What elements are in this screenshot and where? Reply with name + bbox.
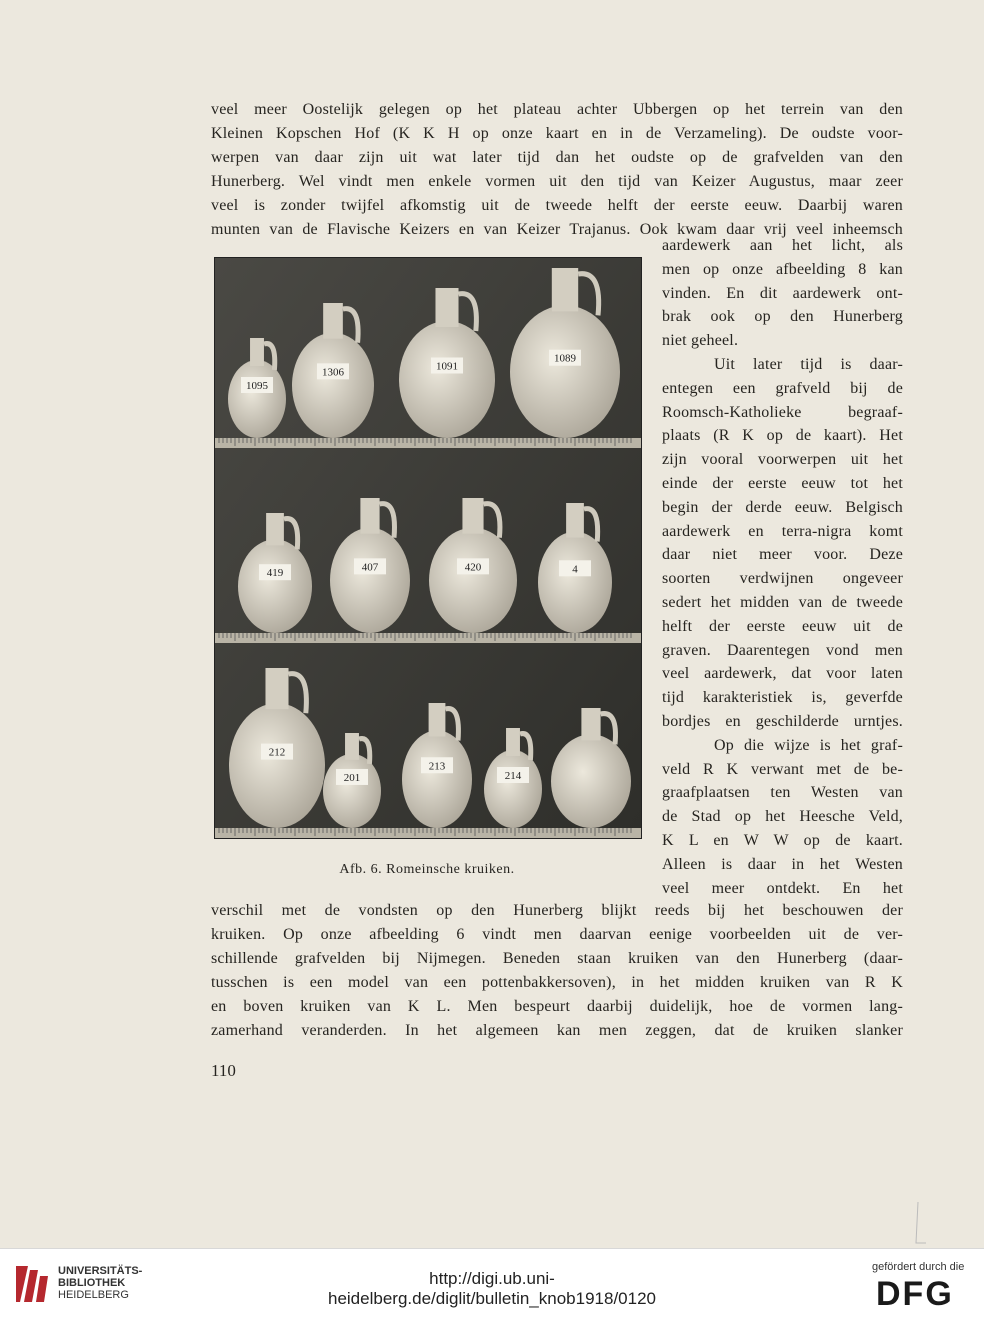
column-text-line: Alleen is daar in het Westen (662, 855, 903, 873)
column-text-line: veld R K verwant met de be- (662, 760, 903, 778)
funding-note: gefördert durch die (872, 1261, 965, 1273)
column-text-line: entegen een grafveld bij de (662, 379, 903, 397)
library-line-3: HEIDELBERG (58, 1289, 129, 1301)
body-text-line: werpen van daar zijn uit wat later tijd dan het oudste op de grafvelden van den (211, 148, 903, 166)
jugs-illustration (215, 258, 641, 838)
jug (330, 528, 410, 633)
jug-neck (552, 268, 578, 311)
jug-label: 1095 (246, 380, 268, 392)
jug-label: 407 (361, 561, 379, 574)
body-text-line: Kleinen Kopschen Hof (K K H op onze kaart en in de Verzameling). De oudste voor- (211, 124, 903, 142)
column-text-line: begin der derde eeuw. Belgisch (662, 498, 903, 516)
jug-label: 1306 (322, 366, 344, 379)
jug-label: 1091 (436, 360, 458, 373)
jug (551, 734, 631, 828)
body-text-line: en boven kruiken van K L. Men bespeurt daarbij duidelijk, hoe de vormen lang- (211, 997, 903, 1015)
jug-label: 419 (266, 567, 284, 580)
jug-label: 212 (268, 746, 286, 759)
figure-photo-jugs (214, 257, 642, 839)
body-text-line: veel is zonder twijfel afkomstig uit de tweede helft der eerste eeuw. Daarbij waren (211, 196, 903, 214)
column-text-line: sedert het midden van de tweede (662, 593, 903, 611)
column-text-line: aardewerk aan het licht, als (662, 237, 903, 254)
column-text-line: graven. Daarentegen vond men (662, 641, 903, 659)
column-text-line: helft der eerste eeuw uit de (662, 617, 903, 635)
jug-neck (250, 338, 264, 366)
column-text-line: veel meer ontdekt. En het (662, 879, 903, 897)
body-text-bottom (211, 899, 903, 1042)
body-text-line: schillende grafvelden bij Nijmegen. Beneden staan kruiken van den Hunerberg (daar- (211, 949, 903, 967)
jug (323, 754, 381, 828)
university-library-logo-icon[interactable] (12, 1262, 52, 1306)
column-text-line: vinden. En dit aardewerk ont- (662, 284, 903, 302)
university-library-name (58, 1265, 142, 1301)
body-text-line: tusschen is een model van een pottenbakkersoven), in het midden kruiken van R K (211, 973, 903, 991)
jug (538, 532, 612, 633)
column-text-line: graafplaatsen ten Westen van (662, 784, 903, 802)
column-text-line: Uit later tijd is daar- (714, 355, 903, 373)
body-text-line: Hunerberg. Wel vindt men enkele vormen uit den tijd van Keizer Augustus, maar zeer (211, 172, 903, 190)
column-text-line: einde der eerste eeuw tot het (662, 474, 903, 492)
jug-neck (360, 498, 379, 534)
jug-label: 213 (428, 760, 446, 773)
body-text-line: veel meer Oostelijk gelegen op het plateau achter Ubbergen op het terrein van den (211, 101, 903, 118)
body-text-line: munten van de Flavische Keizers en van Keizer Trajanus. Ook kwam daar vrij veel inheemsch (211, 220, 903, 238)
scan-mark (910, 1200, 930, 1245)
jug (292, 333, 374, 438)
column-text-line: zijn vooral voorwerpen uit het (662, 451, 903, 469)
column-text-line: daar niet meer voor. Deze (662, 546, 903, 564)
column-text-line: Roomsch-Katholieke begraaf- (662, 403, 903, 421)
figure-caption: Afb. 6. Romeinsche kruiken. (339, 862, 515, 877)
column-text-line: plaats (R K op de kaart). Het (662, 427, 903, 445)
column-text-line: brak ook op den Hunerberg (662, 308, 903, 326)
page-number: 110 (211, 1061, 236, 1080)
jug-neck (435, 288, 458, 327)
column-text-line: Op die wijze is het graf- (714, 736, 903, 754)
jug (399, 321, 495, 438)
column-text-line: veel aardewerk, dat voor laten (662, 665, 903, 683)
jug (402, 731, 472, 829)
jug (484, 750, 542, 828)
body-text-top (211, 98, 903, 241)
document-url-link[interactable]: http://digi.ub.uni-heidelberg.de/diglit/bulletin_knob1918/0120 (328, 1269, 656, 1308)
body-text-line: zamerhand veranderden. In het algemeen kan men zeggen, dat de kruiken slanker (211, 1021, 903, 1039)
jug-neck (429, 703, 446, 737)
library-line-1: UNIVERSITÄTS- (58, 1265, 143, 1277)
column-text-line: aardewerk en terra-nigra komt (662, 522, 903, 540)
footer-bar (0, 1248, 984, 1319)
jug-neck (566, 503, 584, 538)
jug-label: 201 (343, 771, 361, 784)
body-text-line: verschil met de vondsten op den Hunerberg blijkt reeds bij het beschouwen der (211, 902, 903, 919)
library-line-2: BIBLIOTHEK (58, 1277, 126, 1289)
body-text-line: kruiken. Op onze afbeelding 6 vindt men daarvan eenige voorbeelden uit de ver- (211, 925, 903, 943)
jug-label: 4 (572, 563, 578, 576)
jug-neck (462, 498, 483, 534)
column-text-line: bordjes en geschilderde urntjes. (662, 712, 903, 730)
jug-neck (506, 728, 520, 756)
column-text-line: niet geheel. (662, 332, 739, 350)
column-text-line: tijd karakteristiek is, geverfde (662, 689, 903, 707)
jug-neck (581, 708, 600, 740)
column-text-line: men op onze afbeelding 8 kan (662, 260, 903, 278)
body-text-column (662, 234, 903, 900)
dfg-logo-icon[interactable] (874, 1277, 972, 1309)
jug (238, 539, 312, 633)
jug-label: 1089 (554, 352, 576, 365)
jug-label: 420 (464, 561, 482, 574)
jug (429, 528, 517, 633)
jug (229, 703, 325, 828)
column-text-line: soorten verdwijnen ongeveer (662, 570, 903, 588)
jug-neck (266, 513, 284, 545)
column-text-line: de Stad op het Heesche Veld, (662, 808, 903, 826)
jug-neck (323, 303, 343, 339)
jug-label: 214 (504, 770, 522, 782)
jug (228, 360, 286, 438)
jug-neck (265, 668, 288, 709)
jug (510, 305, 620, 438)
column-text-line: K L en W W op de kaart. (662, 831, 903, 849)
dfg-logo-text: DFG (876, 1277, 954, 1309)
jug-neck (345, 733, 359, 760)
